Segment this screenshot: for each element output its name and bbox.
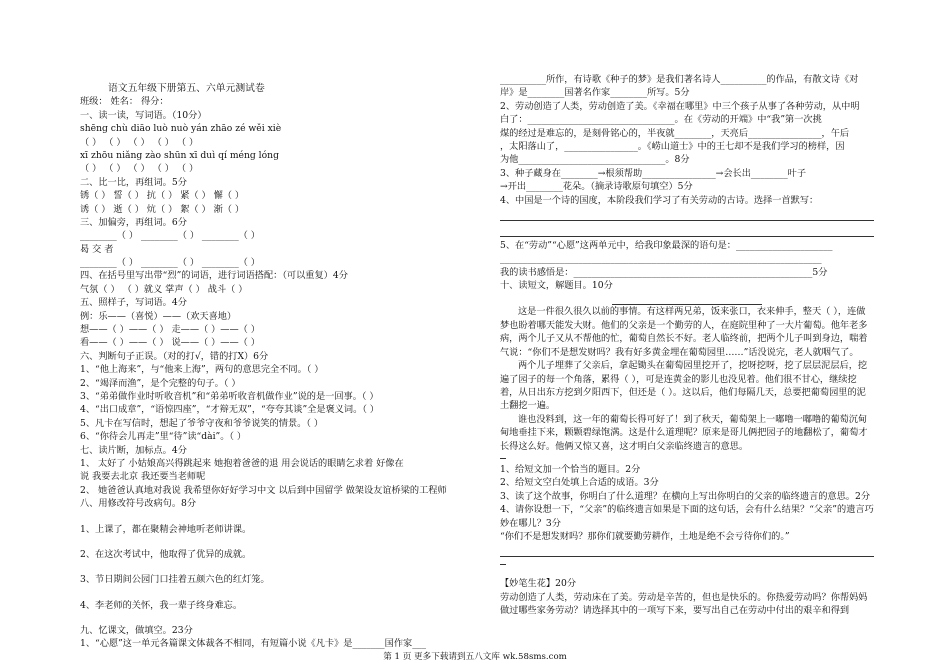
question-line: 岸》是________国著名作家________所写。5分 [500,87,690,99]
page-footer: 第 1 页 更多下载请到五八文库 wk.58sms.com [383,652,567,662]
question-line: 为他________________________________。8分 [500,154,690,166]
exam-title: 语文五年级下册第五、六单元测试卷 [108,83,265,94]
question-line: 六、判断句子正误。（对的打√，错的打X）6分 [80,350,269,362]
question-line: 3、“弟弟做作业时听收音机”和“弟弟听收音机做作业”说的是一回事。（ ） [80,390,379,402]
question-line: 五、照样子，写词语。4分 [80,297,187,309]
question-five: 5、在“劳动”“心愿”这两单元中，给我印象最深的语句是：_____________________ [500,239,833,251]
answer-line [500,223,874,237]
question-line: __________所作，有诗歌《种子的梦》是我们著名诗人__________的作品，有散文诗《对 [500,74,859,85]
question-five-continued: ______________________________________________________________________ [500,253,822,265]
left-questions [80,95,452,510]
reading-passage [500,305,874,452]
question-line: 2、劳动创造了人类，劳动创造了美。《幸福在哪里》中三个孩子从事了各种劳动，从中明 [500,100,860,112]
right-column [500,73,874,618]
passage-paragraph: 两个儿子埋葬了父亲后，拿起锄头在葡萄园里挖开了，挖呀挖呀，挖了层层泥层后，挖遍了园子的每一个角落，累得（ ），可是连黄金的影儿也没见着。他们很不甘心，继续挖着，从日出东方挖到夕阳西下，但还是（ ）。这以后，他们每隔几天，总要把葡萄园里的泥土翻挖一遍。 [500,360,868,412]
passage-question: 2、给短文空白处填上合适的成语。3分 [500,477,659,489]
sick-sentence: 3、节日期间公园门口挂着五颜六色的红灯笼。 [80,574,270,586]
question-line: 四、在括号里写出带“烈”的词语，进行词语搭配：（可以重复）4分 [80,270,348,282]
reading-sense: 我的读书感悟是：____________________________________________________5分 [500,266,828,278]
question-line: 5、凡卡在写信时，想起了爷爷守夜和爷爷说笑的情景。（ ） [80,417,324,429]
passage-question: “你们不是想发财吗？那你们就要勤劳耕作，土地是绝不会亏待你们的。” [500,530,790,542]
section-nine-title: 九、忆课文，做填空。23分 [80,625,193,637]
passage-paragraph: 这是一件很久很久以前的事情。有这样两兄弟，饭来张口，衣来伸手，整天（ ），连做梦也盼着哪天能发大财。他们的父亲是一个勤劳的人，在庭院里种了一大片葡萄。他年老多病，两个儿子又从不帮他的忙，葡萄自然长不好。老人临终前，把两个儿子叫到身边，喘着气说：“你们不是想发财吗？我有好多黄金埋在葡萄园里……”话没说完，老人就咽气了。 [500,306,868,358]
answer-line [500,543,874,557]
passage-question: 3、读了这个故事，你明白了什么道理？在横向上写出你明白的父亲的临终遗言的意思。2分 [500,490,871,502]
question-line: 2、“竭泽而渔”，是个完整的句子。（ ） [80,377,241,389]
writing-title: 【妙笔生花】20分 [500,578,577,590]
passage-question: 1、给短文加一个恰当的题目。2分 [500,463,641,475]
sick-sentence: 2、在这次考试中，他取得了优异的成就。 [80,548,252,560]
question-line: ________（ ） ________（ ） ________（ ） [80,230,260,242]
question-line: shēng chù diāo luò nuò yán zhāo zé wěi xiè [80,123,282,135]
question-line: 2、 她爸爸认真地对我说 我希望你好好学习中文 以后到中国留学 做架设友谊桥梁的工程师 [80,484,447,496]
question-line: 班级： 姓名： 得分： [80,96,169,108]
question-line: 说 我要去北京 我还要当老师呢 [80,471,206,483]
sick-sentences [80,523,452,625]
question-line: xī zhōu niǎng zào shūn xī duì qí méng lóng [80,149,279,161]
question-line: 4、“出口成章”，“语惊四座”，“才辩无双”，“夸夸其谈”全是褒义词。（ ） [80,404,379,416]
question-line: 锈（ ） 誓（ ） 抗（ ） 紧（ ） 懈（ ） [80,190,245,202]
question-line: ________（ ） ________（ ） ________（ ） [80,257,260,269]
sick-sentence: 1、上课了，都在聚精会神地听老师讲课。 [80,523,252,535]
question-line: 看——（ ）——（ ） 说——（ ）——（ ） [80,337,260,349]
fill-in-questions [500,73,874,207]
question-line: 例：乐——（喜悦）——（欢天喜地） [80,310,237,322]
question-line: （ ） （ ） （ ） （ ） （ ） [80,136,199,148]
passage-title-blank [612,292,762,305]
answer-dash [500,453,874,463]
passage-paragraph: 谁也没料到，这一年的葡萄长得可好了！到了秋天，葡萄架上一嘟噜一嘟噜的葡萄沉甸甸地垂挂下来，颗颗碧绿饱满。这是什么道理呢？原来是哥儿俩把园子的地翻松了，葡萄才长得这么好。他俩又惊又喜，这才明白父亲临终遗言的意思。 [500,413,868,452]
question-line: 三、加偏旁，再组词。6分 [80,216,187,228]
question-line: 6、“你待会儿再走”里“待”读“dài”。（ ） [80,431,247,443]
writing-prompt: 劳动创造了人类，劳动床在了美。劳动是辛苦的，但也是快乐的。你热爱劳动吗？你帮妈妈做过哪些家务劳动？请选择其中的一项写下来，要写出自己在劳动中付出的艰辛和得到 [500,591,868,617]
section-ten-title: 十、读短文，解题目。10分 [500,280,613,292]
answer-dash [500,559,874,569]
question-line: ，太阳落山了，________________。《崂山道士》中的王七却不是我们学习的榜样，因 [500,140,845,152]
question-line: 二、比一比，再组词。5分 [80,176,187,188]
question-line: 煤的经过是难忘的，是刻骨铭心的，半夜就________，天亮后________________，午后 [500,127,850,139]
question-line: 1、 太好了 小姑娘高兴得跳起来 她抱着爸爸的退 用会说话的眼睛乞求着 好像在 [80,457,404,469]
question-line: 白了：________________________________。在《劳动的开端》中“我”第一次挑 [500,114,822,126]
question-line: 八、用修改符号改病句。8分 [80,498,197,510]
passage-questions [500,463,874,543]
question-line: 七、读片断，加标点。4分 [80,444,187,456]
passage-question: 4、请你设想一下，“父亲”的临终遗言如果是下面的这句话，会有什么结果？“父亲”的遗言巧妙在哪儿？3分 [500,504,874,529]
question-line: 一、读一读，写词语。（10分） [80,109,207,121]
question-line: 4、中国是一个诗的国度，本阶段我们学习了有关劳动的古诗。选择一首默写： [500,194,819,206]
question-line: 3、种子藏身在________→根须帮助________________→会长出________叶子 [500,167,807,179]
left-column [80,82,452,651]
answer-line [500,207,874,221]
question-line: 曷 交 者 [80,243,114,255]
section-nine-q1: 1、“心愿”这一单元各篇课文体裁各不相同，有短篇小说《凡卡》是_______国作家___ [80,638,426,650]
question-line: 气氛（ ） （ ）就义 掌声（ ） 战斗（ ） [80,283,248,295]
question-line: 1、“他上海来”，与“他来上海”，两句的意思完全不同。（ ） [80,364,324,376]
question-line: （ ） （ ） （ ） （ ） （ ） [80,163,199,175]
question-line: 诱（ ） 逝（ ） 炕（ ） 絮（ ） 渐（ ） [80,203,245,215]
question-line: 想——（ ）——（ ） 走——（ ）——（ ） [80,324,260,336]
sick-sentence: 4、李老师的关怀，我一辈子终身难忘。 [80,599,243,611]
question-line: →开出________花朵。（摘录诗歌原句填空）5分 [500,181,693,193]
